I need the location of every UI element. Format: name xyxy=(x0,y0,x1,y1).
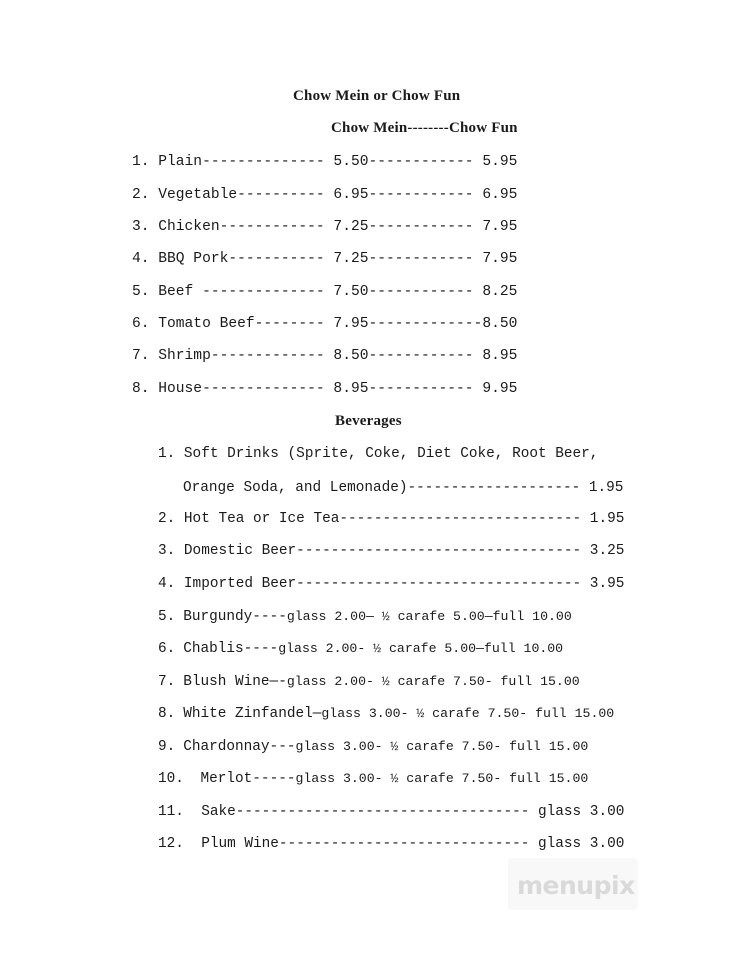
wine-name: Burgundy---- xyxy=(183,609,287,625)
chow-item xyxy=(132,186,517,204)
item-number: 6. xyxy=(158,641,176,657)
item-number: 12. xyxy=(158,836,184,852)
item-number: 7. xyxy=(132,348,150,364)
item-number: 2. xyxy=(158,511,176,527)
item-text: Vegetable---------- 6.95------------ 6.95 xyxy=(158,187,518,203)
wine-name: Merlot----- xyxy=(191,771,296,787)
item-text: Domestic Beer--------------------------------- 3.25 xyxy=(183,543,625,559)
wine-prices: glass 3.00- ½ carafe 7.50- full 15.00 xyxy=(295,739,589,754)
item-text: Soft Drinks (Sprite, Coke, Diet Coke, Root Beer, xyxy=(183,446,599,462)
item-text: Hot Tea or Ice Tea---------------------------- 1.95 xyxy=(183,511,625,527)
chow-item xyxy=(132,218,517,236)
item-text: Plain-------------- 5.50------------ 5.95 xyxy=(158,154,518,170)
chow-item xyxy=(132,250,517,268)
wine-item xyxy=(158,770,588,788)
item-text: House-------------- 8.95------------ 9.95 xyxy=(158,381,518,397)
wine-item xyxy=(158,705,614,723)
beverage-item xyxy=(158,803,624,821)
item-number: 3. xyxy=(132,219,150,235)
item-text: Tomato Beef-------- 7.95-------------8.50 xyxy=(158,316,518,332)
beverages-title: Beverages xyxy=(335,413,402,429)
item-text: Orange Soda, and Lemonade)-------------------- 1.95 xyxy=(183,480,624,496)
menupix-watermark: menupix xyxy=(517,871,635,900)
chow-item xyxy=(132,153,517,171)
item-text: Sake---------------------------------- glass 3.00 xyxy=(192,804,625,820)
wine-prices: glass 3.00- ½ carafe 7.50- full 15.00 xyxy=(321,706,615,721)
wine-prices: glass 2.00- ½ carafe 5.00—full 10.00 xyxy=(278,641,564,656)
item-text: Chicken------------ 7.25------------ 7.95 xyxy=(158,219,518,235)
chow-item xyxy=(132,380,517,398)
wine-item xyxy=(158,673,580,691)
wine-prices: glass 3.00- ½ carafe 7.50- full 15.00 xyxy=(295,771,589,786)
item-number: 8. xyxy=(158,706,176,722)
chow-column-header: Chow Mein--------Chow Fun xyxy=(331,120,518,136)
item-number: 4. xyxy=(132,251,150,267)
beverage-item xyxy=(158,575,624,593)
item-number: 9. xyxy=(158,739,176,755)
item-number: 5. xyxy=(158,609,176,625)
wine-item xyxy=(158,738,588,756)
item-number: 11. xyxy=(158,804,184,820)
beverage-item xyxy=(158,835,624,853)
chow-item xyxy=(132,347,517,365)
beverage-item xyxy=(158,542,624,560)
item-text: BBQ Pork----------- 7.25------------ 7.95 xyxy=(158,251,518,267)
item-number: 8. xyxy=(132,381,150,397)
wine-prices: glass 2.00- ½ carafe 7.50- full 15.00 xyxy=(286,674,580,689)
item-number: 4. xyxy=(158,576,176,592)
chow-section-title: Chow Mein or Chow Fun xyxy=(293,88,461,104)
chow-item xyxy=(132,315,517,333)
item-number: 2. xyxy=(132,187,150,203)
wine-name: Blush Wine—- xyxy=(183,674,287,690)
item-number: 3. xyxy=(158,543,176,559)
chow-item xyxy=(132,283,517,301)
item-number: 6. xyxy=(132,316,150,332)
wine-item xyxy=(158,608,572,626)
item-number: 5. xyxy=(132,284,150,300)
wine-prices: glass 2.00— ½ carafe 5.00—full 10.00 xyxy=(286,609,572,624)
item-text: Imported Beer--------------------------------- 3.95 xyxy=(183,576,625,592)
item-number: 10. xyxy=(158,771,184,787)
beverage-item xyxy=(158,510,624,528)
beverage-item xyxy=(158,445,598,463)
item-text: Shrimp------------- 8.50------------ 8.95 xyxy=(158,348,518,364)
wine-item xyxy=(158,640,563,658)
wine-name: Chablis---- xyxy=(183,641,279,657)
item-number: 1. xyxy=(132,154,150,170)
item-number: 1. xyxy=(158,446,176,462)
item-text: Beef -------------- 7.50------------ 8.25 xyxy=(158,284,518,300)
beverage-item-continued xyxy=(183,479,623,497)
item-number: 7. xyxy=(158,674,176,690)
wine-name: White Zinfandel— xyxy=(183,706,322,722)
wine-name: Chardonnay--- xyxy=(183,739,296,755)
item-text: Plum Wine----------------------------- glass 3.00 xyxy=(192,836,625,852)
